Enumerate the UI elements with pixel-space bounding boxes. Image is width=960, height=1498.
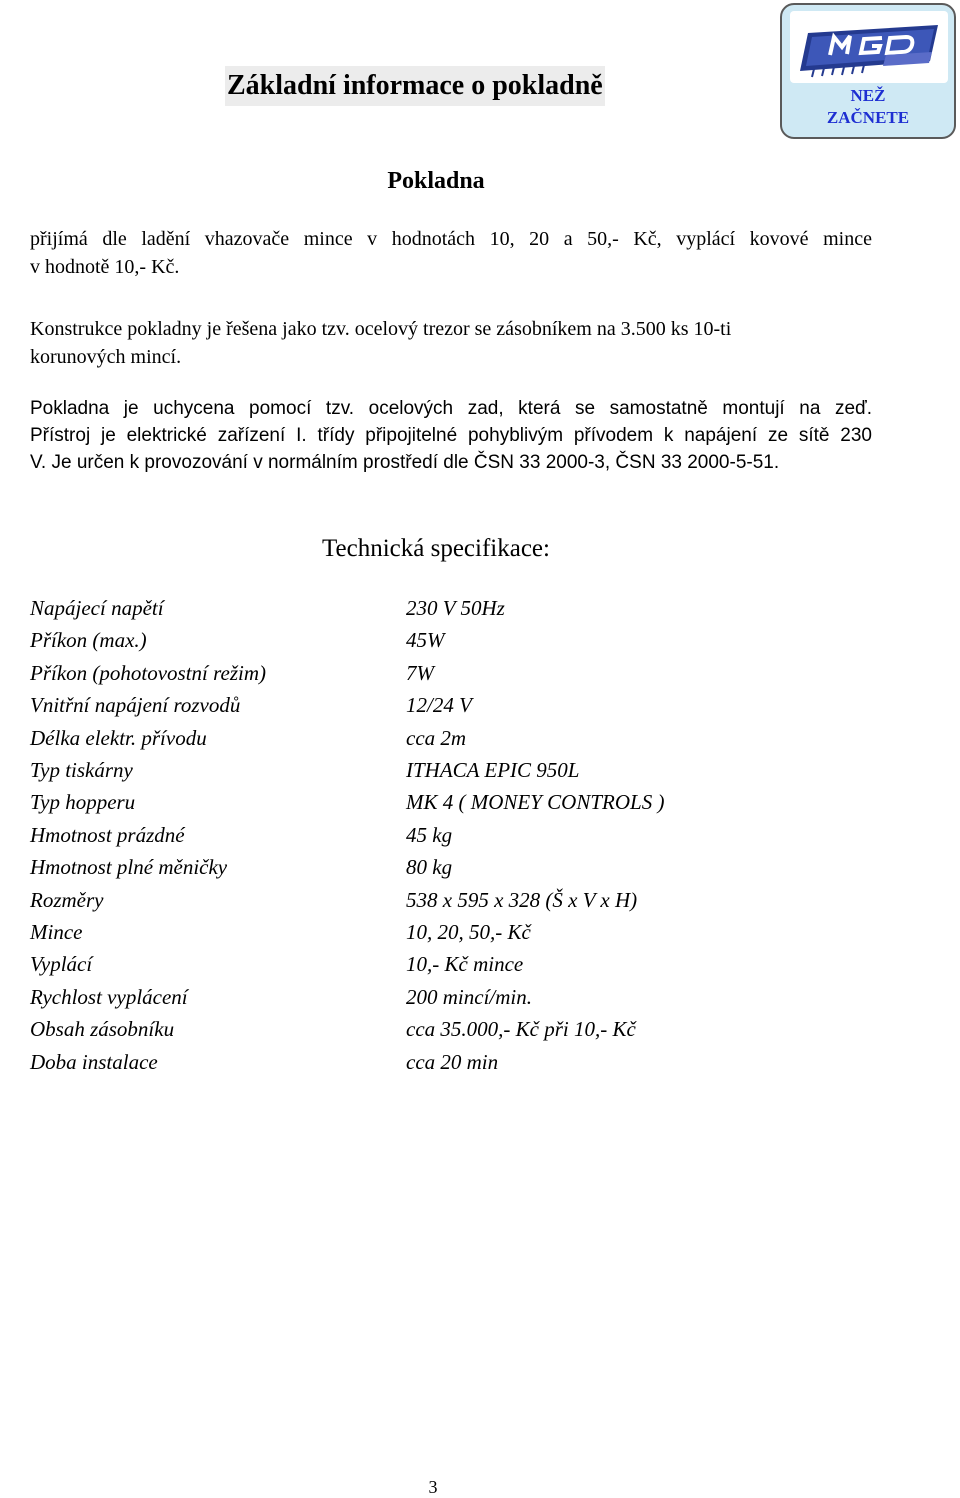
logo-box	[780, 3, 956, 139]
mounting-line	[30, 449, 872, 476]
spec-label: Mince	[30, 920, 83, 945]
spec-row	[30, 1013, 770, 1045]
intro-line: přijímá dle ladění vhazovače mince v hodnotách 10, 20 a 50,- Kč, vyplácí kovové mince	[30, 228, 872, 250]
spec-row	[30, 1046, 770, 1078]
spec-row	[30, 948, 770, 980]
spec-row	[30, 624, 770, 656]
spec-row	[30, 819, 770, 851]
spec-label: Příkon (pohotovostní režim)	[30, 660, 267, 685]
spec-label: Vyplácí	[30, 952, 93, 977]
spec-row	[30, 981, 770, 1013]
spec-label: Typ tiskárny	[30, 758, 133, 783]
spec-label: Příkon (max.)	[30, 628, 147, 653]
spec-row	[30, 851, 770, 883]
spec-label: Obsah zásobníku	[30, 1017, 175, 1042]
logo-caption-line2: ZAČNETE	[826, 108, 910, 127]
construction-line: korunových mincí.	[30, 346, 182, 368]
spec-value: cca 20 min	[406, 1049, 499, 1074]
mounting-paragraph	[30, 396, 872, 476]
spec-label: Napájecí napětí	[30, 596, 164, 620]
spec-title: Technická specifikace:	[322, 535, 550, 562]
spec-row	[30, 786, 770, 818]
spec-row	[30, 689, 770, 721]
logo-caption	[782, 85, 954, 129]
spec-row	[30, 722, 770, 754]
spec-value: 200 mincí/min.	[406, 984, 532, 1009]
spec-value: 10, 20, 50,- Kč	[406, 920, 531, 945]
intro-paragraph	[30, 225, 872, 281]
spec-value: 7W	[406, 660, 434, 685]
page-number: 3	[428, 1477, 438, 1497]
spec-value: 45W	[406, 628, 445, 653]
logo-caption-line1: NEŽ	[850, 86, 886, 105]
spec-value: cca 2m	[406, 725, 467, 750]
construction-line: Konstrukce pokladny je řešena jako tzv. ocelový trezor se zásobníkem na 3.500 ks 10-ti	[30, 318, 732, 340]
spec-row	[30, 754, 770, 786]
spec-value: 230 V 50Hz	[406, 596, 505, 620]
spec-value: 12/24 V	[406, 693, 472, 718]
spec-row	[30, 657, 770, 689]
mounting-line-text: V. Je určen k provozování v normálním prostředí dle ČSN 33 2000-3, ČSN 33 2000-5-51.	[30, 452, 780, 473]
spec-row	[30, 916, 770, 948]
spec-row	[30, 884, 770, 916]
mgd-logo-graphic	[790, 11, 948, 83]
spec-label: Vnitřní napájení rozvodů	[30, 693, 241, 718]
spec-table	[30, 592, 770, 1078]
spec-value: 45 kg	[406, 822, 453, 847]
spec-value: 538 x 595 x 328 (Š x V x H)	[406, 887, 638, 912]
page-title: Základní informace o pokladně	[225, 66, 605, 106]
intro-line: v hodnotě 10,- Kč.	[30, 256, 180, 278]
spec-row	[30, 592, 770, 624]
spec-label: Rozměry	[30, 887, 104, 912]
spec-label: Hmotnost prázdné	[30, 822, 185, 847]
mounting-line-text: Přístroj je elektrické zařízení I. třídy připojitelné pohyblivým přívodem k napájení ze sítě 230	[30, 425, 872, 446]
spec-value: ITHACA EPIC 950L	[406, 758, 580, 783]
section-heading: Pokladna	[387, 168, 485, 194]
spec-value: 10,- Kč mince	[406, 952, 524, 977]
mgd-logo	[790, 11, 948, 83]
construction-paragraph	[30, 315, 872, 371]
mounting-line	[30, 422, 872, 449]
spec-label: Délka elektr. přívodu	[30, 725, 207, 750]
spec-label: Rychlost vyplácení	[30, 984, 188, 1009]
spec-value: 80 kg	[406, 855, 453, 880]
mounting-line: Pokladna je uchycena pomocí tzv. ocelových zad, která se samostatně montují na zeď.	[30, 398, 872, 419]
spec-value: cca 35.000,- Kč při 10,- Kč	[406, 1017, 636, 1042]
spec-value: MK 4 ( MONEY CONTROLS )	[406, 790, 665, 815]
spec-label: Typ hopperu	[30, 790, 136, 815]
spec-label: Hmotnost plné měničky	[30, 855, 228, 880]
spec-label: Doba instalace	[30, 1049, 158, 1074]
